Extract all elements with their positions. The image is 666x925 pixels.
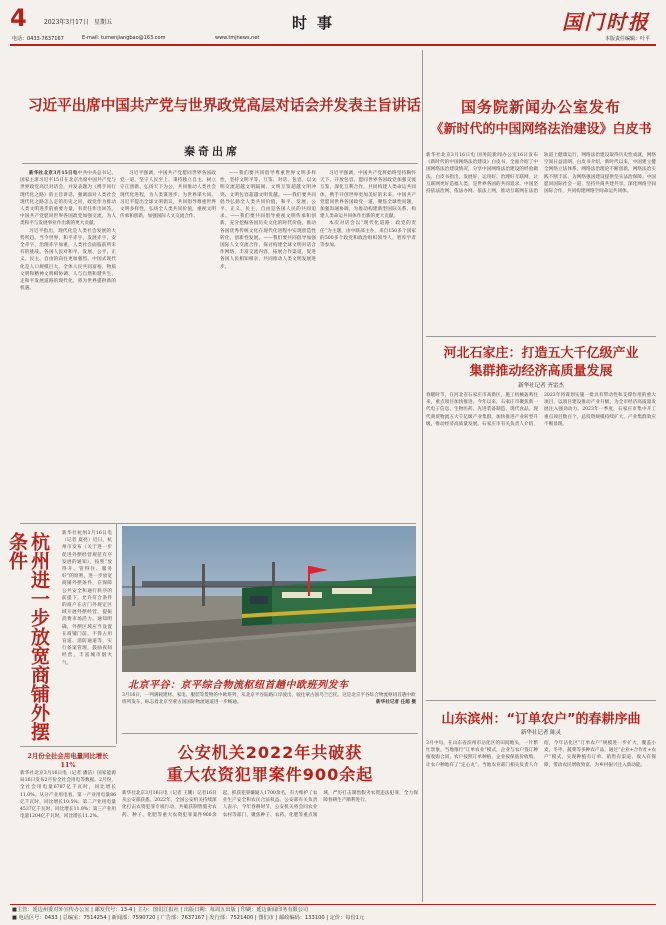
main-article-col-4 xyxy=(320,170,416,515)
left-feature-title: 杭州进一步放宽商铺外摆条件 xyxy=(6,532,50,741)
page-header xyxy=(10,6,656,46)
brief-title: 2月份全社会用电量同比增长11% xyxy=(27,752,109,769)
main-headline: 习近平出席中国共产党与世界政党高层对话会并发表主旨讲话 xyxy=(28,96,421,114)
hebei-top-rule xyxy=(426,336,656,337)
main-body-3: 习近平强调，中国共产党愿同世界各国政党一道，坚守人民至上、秉持独立自主、树立守正创新、弘扬天下为公，共同推动人类社会现代化进程，为人类谋进步、为世界谋大同。习近平提出全球文明倡议，共同倡导尊重世界文明多样性，弘扬全人类共同价值，重视文明传承和创新，加强国际人文交流合作。 xyxy=(120,171,216,220)
section-title: 时事 xyxy=(292,14,343,32)
main-subtitle: 秦奇出席 xyxy=(184,145,240,158)
photo-caption-text: 3月16日，一列满载建材、家电、服装等货物的中欧班列，从北京平谷陆路口岸驶出，驶往蒙古国乌兰巴托。这是北京平谷综合物流枢纽首趟中欧班列发车，标志着北京至蒙古国国际物流通道进一步畅通。 xyxy=(122,693,416,705)
page-number: 4 xyxy=(10,4,27,32)
header-website: www.tmjnews.net xyxy=(215,35,260,41)
main-article-col-3 xyxy=(220,170,316,515)
main-dateline: 新华社北京3月15日电 xyxy=(29,171,78,176)
shandong-byline: 新华社记者 陈灵 xyxy=(520,730,562,736)
shandong-title: 山东滨州：“订单农户”的春耕序曲 xyxy=(441,712,641,727)
police-title-line-2: 重大农资犯罪案件900余起 xyxy=(166,765,374,784)
police-title-line-1: 公安机关2022年共破获 xyxy=(177,743,363,762)
header-phone: 电话：0433-7637167 xyxy=(12,36,64,42)
shandong-body: 3月中旬，在山东省滨州市沾化区的田间地头，一片繁忙景象。当地推行“订单农业”模式，企业与农户签订种植收购合同，农户按照订单种植，企业按保底价收购，让农户种地有了“定心丸”。当地农业部门相关负责人介绍，今年沾化区“订单农户”规模进一步扩大，覆盖小麦、冬枣、蔬菜等多种农产品，通过“企业+合作社+农户”模式，实现种植有订单、销售有渠道、收入有保障，带动农民增收致富，为乡村振兴注入新动能。 xyxy=(426,741,656,768)
header-rule xyxy=(10,44,656,46)
main-article-col-2 xyxy=(120,170,216,515)
policy-title-line-1: 国务院新闻办公室发布 xyxy=(460,98,621,116)
brief-body: 新华社北京3月16日电（记者 潘洁）国家能源局16日发布2月份全社会用电等数据。2月份，全社会用电量6787亿千瓦时，同比增长11.0%。从分产业用电看，第一产业用电量86亿千瓦时，同比增长10.5%；第二产业用电量4537亿千瓦时，同比增长11.9%；第三产业用电量1204亿千瓦时，同比增长11.2%。 xyxy=(20,771,116,820)
police-body: 新华社北京3月16日电（记者 王鹏）记者16日从公安部获悉，2022年，全国公安机关持续深化打击农资犯罪专项行动，共破获制售假劣农药、种子、化肥等重大农资犯罪案件900余起，抓获犯罪嫌疑人1700余名，有力维护了农业生产安全和农民合法权益。公安部有关负责人表示，今年春耕时节，公安机关将会同农业农村等部门，聚焦种子、农药、化肥等重点领域，严厉打击制售假劣农资违法犯罪，全力保障春耕生产顺利进行。 xyxy=(122,791,418,818)
header-editor: 本版责任编辑：叶平 xyxy=(604,36,650,42)
main-article-col-1 xyxy=(20,170,116,515)
left-feature-side-rule xyxy=(116,524,117,744)
main-body-2: 习近平指出，现代化是人类社会发展的大势所趋。当今世界，和平赤字、发展赤字、安全赤字、治理赤字加重，人类社会面临前所未有的挑战。各国人民对和平、发展、公平、正义、民主、自由的向往更加强烈。中国式现代化是人口规模巨大、全体人民共同富裕、物质文明和精神文明相协调、人与自然和谐共生、走和平发展道路的现代化，将为世界提供新的机遇。 xyxy=(20,228,116,292)
policy-body: 新华社北京3月16日电 国务院新闻办公室16日发布《新时代的中国网络法治建设》白皮书，全面介绍了中国网络法治建设情况，分享中国网络法治建设的经验做法。白皮书指出，发展好、运用好、治理好互联网，让互联网更好造福人类，是世界各国的共同追求。中国坚持依法治网、依法办网、依法上网，推动互联网在法治轨道上健康运行，网络法治建设取得历史性成就，网络空间日益清朗。白皮书介绍，新时代以来，中国建立健全网络立法体系，网络法治理论不断创新，网络法治实践不断丰富，为网络强国建设提供坚实法治保障。中国愿同国际社会一道，坚持共商共建共享，深化网络空间国际合作，共同构建网络空间命运共同体。 xyxy=(426,153,656,195)
footer-rule xyxy=(10,904,656,905)
main-body-1: 中共中央总书记、国家主席习近平15日在北京出席中国共产党与世界政党高层对话会，并发表题为《携手同行现代化之路》的主旨讲话，强调面对人类社会现代化之路怎么走的历史之问，政党作为推动人类文明进步的重要力量，有责任作出回答。中国共产党愿同世界各国政党加强交流，为人类和平与发展事业作出新的更大贡献。 xyxy=(20,171,116,227)
header-email: E-mail: tumenjiangbao@163.com xyxy=(82,35,166,41)
issue-weekday: 星期五 xyxy=(94,19,113,26)
policy-title-line-2: 《新时代的中国网络法治建设》白皮书 xyxy=(430,122,652,137)
headline-divider xyxy=(22,163,418,164)
brief-top-rule xyxy=(20,746,116,747)
right-column-divider xyxy=(422,50,423,902)
photo-credit: 新华社记者 任超 摄 xyxy=(376,700,416,705)
train-photo-illustration xyxy=(122,526,416,672)
masthead-logo: 国门时报 xyxy=(562,10,650,34)
left-feature-top-rule xyxy=(20,523,416,524)
photo-banner: 北京平谷：京平综合物流枢纽首趟中欧班列发车 xyxy=(128,680,349,691)
main-body-4: ——我们要共同倡导尊重世界文明多样性，坚持文明平等、互鉴、对话、包容，以文明交流超越文明隔阂、文明互鉴超越文明冲突、文明包容超越文明优越。——我们要共同倡导弘扬全人类共同价值，和平、发展、公平、正义、民主、自由是各国人民的共同追求。——我们要共同倡导重视文明传承和创新，充分挖掘各国历史文化的时代价值，推动各国优秀传统文化在现代化进程中实现创造性转化、创新性发展。——我们要共同倡导加强国际人文交流合作，探讨构建全球文明对话合作网络，丰富交流内容，拓展合作渠道，促进各国人民相知相亲，共同推动人类文明发展进步。 xyxy=(220,171,316,270)
police-top-rule xyxy=(122,733,418,734)
hebei-byline: 新华社记者 齐雷杰 xyxy=(518,383,564,389)
footer-line-1: ■主管：延边州委对外宣传办公室 | 邮发代号：13-4 | 主办：图们江报社 | 出版日期：每周五出版 | 印刷：延边新闻印务有限公司 xyxy=(12,907,309,913)
shandong-top-rule xyxy=(426,700,656,701)
main-body-6: 本次对话会以“现代化道路：政党的责任”为主题，由中联部主办，来自150多个国家的500多个政党和政治组织领导人、智库学者等参加。 xyxy=(320,221,416,249)
main-body-5: 习近平强调，中国共产党将始终坚持胸怀天下、开放包容，愿同世界各国政党加强交流互鉴，深化互利合作，共同构建人类命运共同体，携手开创世界更加美好的未来。中国共产党愿同世界各国政党一道，聚焦全球性问题，加强沟通协调，为推动构建新型国际关系、构建人类命运共同体作出新的更大贡献。 xyxy=(320,171,416,220)
left-feature-body: 新华社杭州3月16日电（记者 夏亮）近日，杭州市发布《关于进一步促进外摆经营规范有序发展的通知》，按照“放得开、管得住、服务好”的原则，进一步放宽商铺外摆条件，在保障公共安全和通行秩序的前提下，允许符合条件的商户在店门外规定区域开展外摆经营，提振消费市场活力。通知明确，外摆区域应当设置在商铺门前，不得占用盲道、消防通道等，实行备案管理，鼓励夜间经营，丰富城市烟火气。 xyxy=(62,531,112,666)
hebei-body: 春暖时节，在河北省石家庄市高新区，施工机械轰鸣往来，重点项目加快推进。今年以来，石家庄市聚焦新一代电子信息、生物医药、先进装备制造、现代食品、现代商贸物流五大千亿级产业集群，加快推进产业转型升级，推动经济高质量发展。石家庄市有关负责人介绍，2023年将谋划实施一批具有带动性和支撑作用的重大项目，以项目建设推动产业升级，为全市经济高质量发展注入强劲动力。2023年一季度，石家庄市集中开工重点项目数百个，总投资规模持续扩大，产业集群效应不断显现。 xyxy=(426,393,656,427)
hebei-title-line-2: 集群推动经济高质量发展 xyxy=(469,364,613,379)
photo-caption xyxy=(122,692,416,728)
issue-date: 2023年3月17日 xyxy=(44,19,89,26)
footer-line-2: ■ 电话区号：0433 | 总编室：7514254 | 新闻部：7590720 | 广告部：7637167 | 发行部：7521400 | 图们市 | 邮政编码：133100 | 定价：每份1元 xyxy=(12,915,365,921)
hebei-title-line-1: 河北石家庄：打造五大千亿级产业 xyxy=(443,346,639,361)
news-photo xyxy=(122,526,416,672)
